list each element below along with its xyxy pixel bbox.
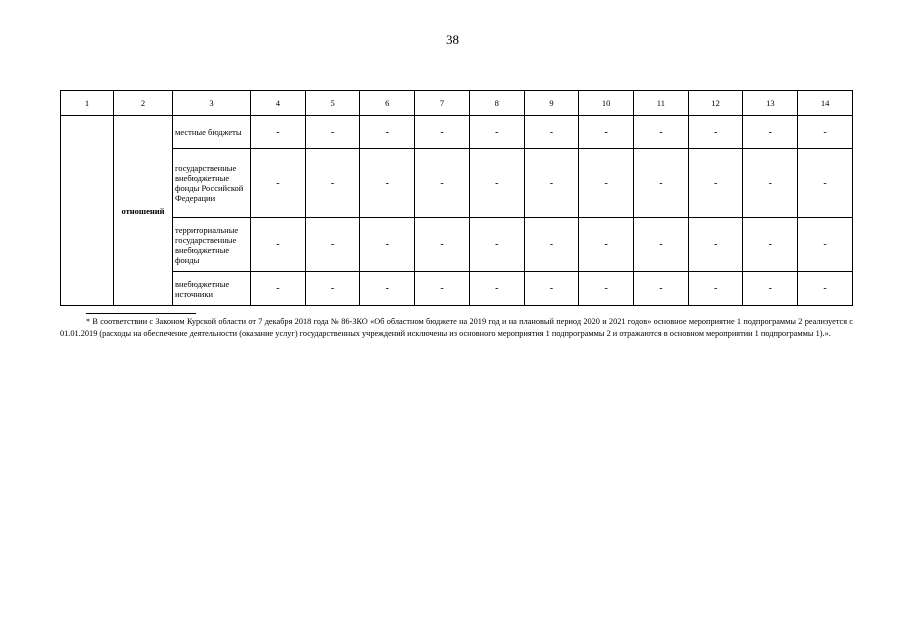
group-label-cell: отношений xyxy=(114,116,173,306)
column-header: 10 xyxy=(579,91,634,116)
value-cell: - xyxy=(305,218,360,272)
value-cell: - xyxy=(524,218,579,272)
value-cell: - xyxy=(688,272,743,306)
value-cell: - xyxy=(688,116,743,149)
value-cell: - xyxy=(634,218,689,272)
table-row xyxy=(61,116,853,149)
column-header: 6 xyxy=(360,91,415,116)
value-cell: - xyxy=(415,218,470,272)
value-cell: - xyxy=(579,149,634,218)
value-cell: - xyxy=(415,116,470,149)
table-header-row xyxy=(61,91,853,116)
row-label-cell: территориальные государственные внебюджетные фонды xyxy=(173,218,251,272)
page-number: 38 xyxy=(446,32,459,47)
value-cell: - xyxy=(688,149,743,218)
value-cell: - xyxy=(305,149,360,218)
column-header: 4 xyxy=(251,91,306,116)
row-label-cell: внебюджетные источники xyxy=(173,272,251,306)
value-cell: - xyxy=(469,272,524,306)
value-cell: - xyxy=(634,116,689,149)
value-cell: - xyxy=(251,149,306,218)
value-cell: - xyxy=(798,116,853,149)
value-cell: - xyxy=(743,149,798,218)
column-header: 7 xyxy=(415,91,470,116)
value-cell: - xyxy=(251,116,306,149)
value-cell: - xyxy=(634,272,689,306)
value-cell: - xyxy=(579,116,634,149)
value-cell: - xyxy=(305,272,360,306)
empty-cell xyxy=(61,116,114,306)
value-cell: - xyxy=(251,218,306,272)
value-cell: - xyxy=(579,272,634,306)
value-cell: - xyxy=(415,272,470,306)
column-header: 5 xyxy=(305,91,360,116)
budget-table xyxy=(60,90,853,306)
column-header: 8 xyxy=(469,91,524,116)
value-cell: - xyxy=(798,218,853,272)
footnote-divider xyxy=(86,313,196,314)
value-cell: - xyxy=(688,218,743,272)
value-cell: - xyxy=(634,149,689,218)
table-row xyxy=(61,272,853,306)
value-cell: - xyxy=(743,218,798,272)
value-cell: - xyxy=(360,116,415,149)
footnote xyxy=(60,316,853,339)
value-cell: - xyxy=(469,116,524,149)
value-cell: - xyxy=(469,149,524,218)
column-header: 9 xyxy=(524,91,579,116)
column-header: 1 xyxy=(61,91,114,116)
value-cell: - xyxy=(251,272,306,306)
value-cell: - xyxy=(743,116,798,149)
value-cell: - xyxy=(798,272,853,306)
column-header: 3 xyxy=(173,91,251,116)
footnote-text: * В соответствии с Законом Курской области от 7 декабря 2018 года № 86-ЗКО «Об областном бюджете на 2019 год и на плановый период 2020 и 2021 годов» основное мероприятие 1 подпрограммы 2 реализуется с 01.01.2019 (расходы на обеспечение деятельности (оказание услуг) государственных учреждений исключены из основного мероприятия 1 подпрограммы 2 и отражаются в основном мероприятии 1 подпрограммы 1).». xyxy=(60,317,853,338)
value-cell: - xyxy=(524,116,579,149)
row-label-cell: государственные внебюджетные фонды Российской Федерации xyxy=(173,149,251,218)
row-label-cell: местные бюджеты xyxy=(173,116,251,149)
table-row xyxy=(61,149,853,218)
value-cell: - xyxy=(360,149,415,218)
column-header: 13 xyxy=(743,91,798,116)
value-cell: - xyxy=(360,218,415,272)
column-header: 2 xyxy=(114,91,173,116)
value-cell: - xyxy=(524,272,579,306)
table-row xyxy=(61,218,853,272)
value-cell: - xyxy=(360,272,415,306)
value-cell: - xyxy=(415,149,470,218)
value-cell: - xyxy=(524,149,579,218)
column-header: 11 xyxy=(634,91,689,116)
value-cell: - xyxy=(743,272,798,306)
value-cell: - xyxy=(469,218,524,272)
column-header: 12 xyxy=(688,91,743,116)
value-cell: - xyxy=(798,149,853,218)
column-header: 14 xyxy=(798,91,853,116)
value-cell: - xyxy=(579,218,634,272)
value-cell: - xyxy=(305,116,360,149)
